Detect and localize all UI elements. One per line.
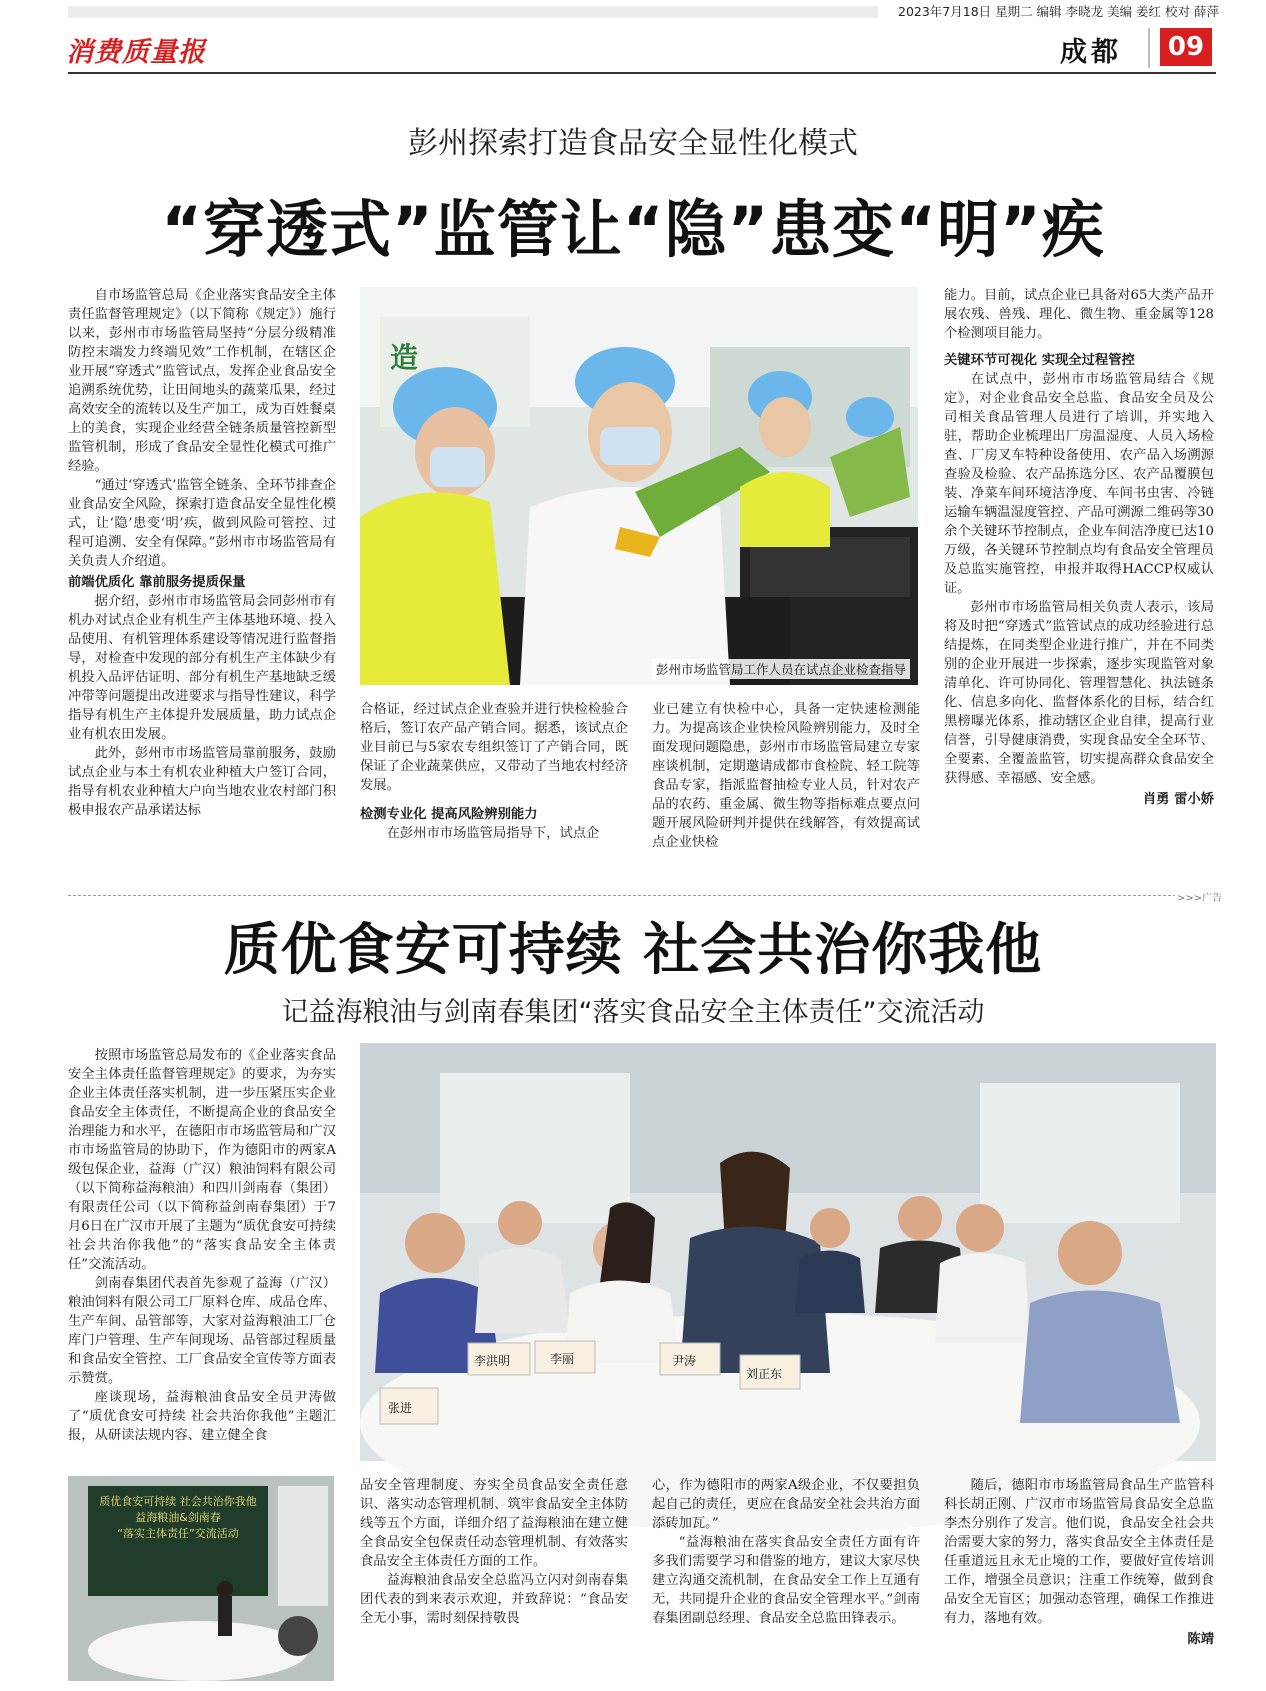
section-name: 成都 bbox=[1060, 37, 1122, 68]
article2-inset-photo bbox=[68, 1476, 334, 1681]
paragraph: 在试点中，彭州市市场监管局结合《规定》，对企业食品安全总监、食品安全员及公司相关食品管理人员进行了培训，并实地入驻，帮助企业梳理出厂房温湿度、人员入场检查、厂房叉车特种设备使用、农产品入场溯源查验及检验、农产品拣选分区、农产品覆膜包装、净菜车间环境洁净度、车间书虫害、冷链运输车辆温湿度管控、产品可溯源二维码等30余个关键环节控制点，企业车间洁净度已达10万级，各关键环节控制点均有食品安全管理员及总监实施管控，申报并取得HACCP权威认证。 bbox=[944, 372, 1214, 596]
paragraph: 业已建立有快检中心，具备一定快速检测能力。为提高该企业快检风险辨别能力，及时全面发现问题隐患，彭州市市场监管局建立专家座谈机制，定期邀请成都市食检院、轻工院等食品专家，指派监督抽检专业人员，针对农产品的农药、重金属、微生物等指标难点要点问题开展风险研判并提供在线解答，有效提高试点企业快检 bbox=[652, 702, 920, 850]
paragraph: 合格证，经过试点企业查验并进行快检检验合格后，签订农产品产销合同。据悉，该试点企业目前已与5家农专组织签订了产销合同，既保证了企业蔬菜供应，又带动了当地农村经济发展。 bbox=[360, 702, 628, 793]
paper-logo: 消费质量报 bbox=[66, 37, 206, 68]
inset-banner-text bbox=[92, 1494, 264, 1542]
article1-column-3 bbox=[652, 700, 920, 850]
paragraph: “通过‘穿透式’监管全链条、全环节排查企业食品安全风险，探索打造食品安全显性化模式，让‘隐’患变‘明’疾，做到风险可管控、过程可追溯、安全有保障。”彭州市市场监管局有关负责人介绍道。 bbox=[68, 478, 336, 569]
article1-title: “穿透式”监管让“隐”患变“明”疾 bbox=[161, 193, 1105, 266]
name-card: 李洪明 bbox=[474, 1354, 511, 1368]
article2-column-4 bbox=[944, 1476, 1214, 1684]
article2-byline: 陈靖 bbox=[1187, 1632, 1214, 1647]
paragraph: 心，作为德阳市的两家A级企业，不仅要担负起自己的责任，更应在食品安全社会共治方面添砖加瓦。” bbox=[652, 1478, 920, 1531]
discussion-photo-illustration bbox=[360, 1043, 1216, 1461]
paragraph: 品安全管理制度、夯实全员食品安全责任意识、落实动态管理机制、筑牢食品安全主体防线等五个方面，详细介绍了益海粮油在建立健全食品安全包保责任动态管理机制、有效落实食品安全主体责任方面的工作。 bbox=[360, 1478, 628, 1569]
header-rule bbox=[68, 72, 1216, 74]
name-card: 刘正东 bbox=[746, 1367, 783, 1381]
paragraph: 据介绍，彭州市市场监管局会同彭州市有机办对试点企业有机生产主体基地环境、投入品使用、有机管理体系建设等情况进行监督指导，对检查中发现的部分有机生产主体缺少有机投入品评估证明、部分有机生产基地缺乏缓冲带等问题提出改进要求与指导性建议，科学指导有机生产主体提升发展质量，助力试点企业有机农田发展。 bbox=[68, 594, 336, 742]
article1-column-1 bbox=[68, 286, 336, 828]
name-card: 李丽 bbox=[550, 1352, 575, 1366]
article2-column-3 bbox=[652, 1476, 920, 1684]
section-heading: 关键环节可视化 实现全过程管控 bbox=[944, 353, 1135, 368]
inset-banner-line: 质优食安可持续 社会共治你我他 bbox=[99, 1495, 257, 1508]
article1-photo-caption: 彭州市场监管局工作人员在试点企业检查指导 bbox=[652, 659, 910, 679]
article1-column-4 bbox=[944, 286, 1214, 846]
paragraph: 益海粮油食品安全总监冯立闪对剑南春集团代表的到来表示欢迎，并致辞说：“食品安全无小事，需时刻保持敬畏 bbox=[360, 1573, 628, 1626]
paragraph: 按照市场监管总局发布的《企业落实食品安全主体责任监督管理规定》的要求，为夯实企业主体责任落实机制，进一步压紧压实企业食品安全主体责任，不断提高企业的食品安全治理能力和水平，在德阳市市场监管局和广汉市市场监管局的协助下，作为德阳市的两家A级包保企业，益海（广汉）粮油饲料有限公司（以下简称益海粮油）和四川剑南春（集团）有限责任公司（以下简称益剑南春集团）于7月6日在广汉市开展了主题为“质优食安可持续 社会共治你我他”的“落实食品安全主体责任”交流活动。 bbox=[68, 1048, 336, 1272]
name-card: 尹涛 bbox=[672, 1354, 697, 1368]
inspection-photo-illustration bbox=[360, 287, 918, 685]
svg-text:造: 造 bbox=[390, 341, 419, 374]
name-card: 张进 bbox=[388, 1401, 413, 1415]
paragraph: 彭州市市场监管局相关负责人表示，该局将及时把“穿透式”监管试点的成功经验进行总结提炼，在同类型企业进行推广，并在不同类别的企业开展进一步探索，逐步实现监管对象清单化、许可协同化、管理智慧化、执法链条化、信息多向化、监督体系化的目标，结合红黑榜曝光体系，推动辖区企业自律，提高行业信誉，引导健康消费，实现食品安全全环节、全要素、全覆盖监管，切实提高群众食品安全获得感、幸福感、安全感。 bbox=[944, 600, 1214, 786]
article1-byline: 肖勇 雷小娇 bbox=[1142, 792, 1214, 807]
article2-subtitle: 记益海粮油与剑南春集团“落实食品安全主体责任”交流活动 bbox=[281, 997, 985, 1028]
article2-photo bbox=[360, 1043, 1216, 1461]
article2-column-2 bbox=[360, 1476, 628, 1684]
section-divider bbox=[68, 895, 1216, 897]
inset-banner-line: 益海粮油&剑南春 bbox=[135, 1511, 221, 1524]
header-separator bbox=[1148, 28, 1150, 68]
article1-subtitle: 彭州探索打造食品安全显性化模式 bbox=[408, 126, 858, 161]
paragraph: 在彭州市市场监管局指导下，试点企 bbox=[386, 826, 600, 841]
article2-column-1 bbox=[68, 1046, 336, 1464]
article1-photo bbox=[360, 287, 918, 685]
section-heading: 前端优质化 靠前服务提质保量 bbox=[68, 575, 246, 590]
header-date-editors: 2023年7月18日 星期二 编辑 李晓龙 美编 姜红 校对 薛萍 bbox=[898, 4, 1219, 19]
paragraph: 自市场监管总局《企业落实食品安全主体责任监督管理规定》（以下简称《规定》）施行以来，彭州市市场监管局坚持“分层分级精准防控末端发力终端见效”工作机制，在辖区企业开展“穿透式”监管试点，发挥企业食品安全追溯系统优势，让田间地头的蔬菜瓜果，经过高效安全的流转以及生产加工，成为百姓餐桌上的美食，实现企业经营全链条质量管控新型监管机制，形成了食品安全显性化模式可推广经验。 bbox=[68, 288, 336, 474]
paragraph: 能力。目前，试点企业已具备对65大类产品开展农残、兽残、理化、微生物、重金属等128个检测项目能力。 bbox=[944, 288, 1214, 341]
paragraph: “益海粮油在落实食品安全责任方面有许多我们需要学习和借鉴的地方，建议大家尽快建立沟通交流机制，在食品安全工作上互通有无，共同提升企业的食品安全管理水平。”剑南春集团副总经理、食品安全总监田锋表示。 bbox=[652, 1535, 920, 1626]
page-number-badge: 09 bbox=[1160, 28, 1212, 66]
paragraph: 随后，德阳市市场监管局食品生产监管科科长胡正刚、广汉市市场监管局食品安全总监李杰分别作了发言。他们说，食品安全社会共治需要大家的努力，落实食品安全主体责任是任重道远且永无止境的工作，要做好宣传培训工作，增强全员意识；注重工作统筹，做到食品安全无盲区；加强动态管理，确保工作推进有力，落地有效。 bbox=[944, 1478, 1214, 1626]
section-heading: 检测专业化 提高风险辨别能力 bbox=[360, 807, 538, 822]
paragraph: 此外，彭州市市场监管局靠前服务，鼓励试点企业与本土有机农业种植大户签订合同，指导有机农业种植大户向当地农业农村部门积极申报农产品承诺达标 bbox=[68, 746, 336, 818]
ad-tag: >>>广告 bbox=[1175, 889, 1224, 904]
article2-title: 质优食安可持续 社会共治你我他 bbox=[223, 917, 1043, 983]
inset-banner-line: “落实主体责任”交流活动 bbox=[117, 1527, 239, 1540]
header-gray-bar bbox=[68, 6, 878, 18]
paragraph: 剑南春集团代表首先参观了益海（广汉）粮油饲料有限公司工厂原料仓库、成品仓库、生产车间、品管部等，大家对益海粮油工厂仓库门户管理、生产车间现场、品管部过程质量和食品安全管控、工厂食品安全宣传等方面表示赞赏。 bbox=[68, 1276, 336, 1386]
article1-column-2 bbox=[360, 700, 628, 841]
paragraph: 座谈现场，益海粮油食品安全员尹涛做了“质优食安可持续 社会共治你我他”主题汇报，从研读法规内容、建立健全食 bbox=[68, 1390, 336, 1443]
